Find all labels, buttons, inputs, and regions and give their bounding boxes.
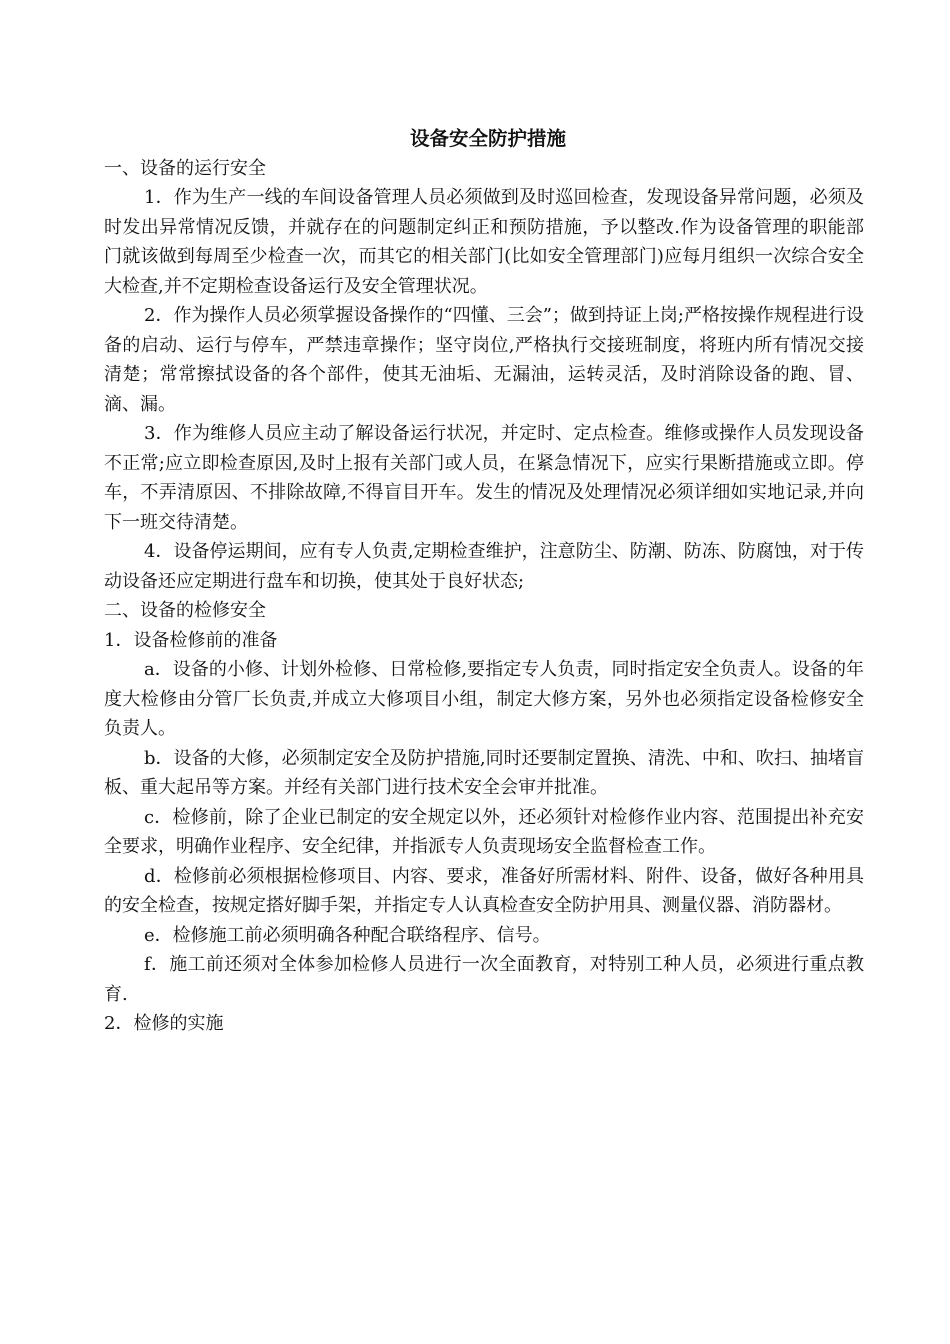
paragraph: 3．作为维修人员应主动了解设备运行状况，并定时、定点检查。维修或操作人员发现设备不正常;应立即检查原因,及时上报有关部门或人员，在紧急情况下，应实行果断措施或立即。停车，不弄清原因、不排除故障,不得盲目开车。发生的情况及处理情况必须详细如实地记录,并向下一班交待清楚。 [104,423,864,533]
paragraph: 2．作为操作人员必须掌握设备操作的“四懂、三会”；做到持证上岗;严格按操作规程进行设备的启动、运行与停车，严禁违章操作；坚守岗位,严格执行交接班制度，将班内所有情况交接清楚；常常擦拭设备的各个部件，使其无油垢、无漏油，运转灵活，及时消除设备的跑、冒、滴、漏。 [104,305,864,415]
document-body [104,124,864,1039]
paragraph: f．施工前还须对全体参加检修人员进行一次全面教育，对特别工种人员，必须进行重点教育. [104,954,864,1005]
paragraph: d．检修前必须根据检修项目、内容、要求，准备好所需材料、附件、设备，做好各种用具的安全检查，按规定搭好脚手架，并指定专人认真检查安全防护用具、测量仪器、消防器材。 [104,865,864,916]
subsection-heading-implementation: 2．检修的实施 [104,1013,224,1034]
paragraph: e．检修施工前必须明确各种配合联络程序、信号。 [144,924,551,946]
paragraph: c．检修前，除了企业已制定的安全规定以外，还必须针对检修作业内容、范围提出补充安全要求，明确作业程序、安全纪律，并指派专人负责现场安全监督检查工作。 [104,806,864,857]
section-heading-operation-safety: 一、设备的运行安全 [104,157,266,179]
paragraph: 4．设备停运期间，应有专人负责,定期检查维护，注意防尘、防潮、防冻、防腐蚀，对于传动设备还应定期进行盘车和切换，使其处于良好状态; [104,541,864,592]
paragraph: a．设备的小修、计划外检修、日常检修,要指定专人负责，同时指定安全负责人。设备的年度大检修由分管厂长负责,并成立大修项目小组，制定大修方案，另外也必须指定设备检修安全负责人。 [104,659,864,739]
paragraph: b．设备的大修，必须制定安全及防护措施,同时还要制定置换、清洗、中和、吹扫、抽堵盲板、重大起吊等方案。并经有关部门进行技术安全会审并批准。 [104,747,864,798]
paragraph: 1．作为生产一线的车间设备管理人员必须做到及时巡回检查，发现设备异常问题，必须及时发出异常情况反馈，并就存在的问题制定纠正和预防措施，予以整改.作为设备管理的职能部门就该做到每周至少检查一次，而其它的相关部门(比如安全管理部门)应每月组织一次综合安全大检查,并不定期检查设备运行及安全管理状况。 [104,187,864,297]
section-heading-maintenance-safety: 二、设备的检修安全 [104,600,266,621]
document-title: 设备安全防护措施 [409,127,566,150]
subsection-heading-preparation: 1．设备检修前的准备 [104,629,278,651]
